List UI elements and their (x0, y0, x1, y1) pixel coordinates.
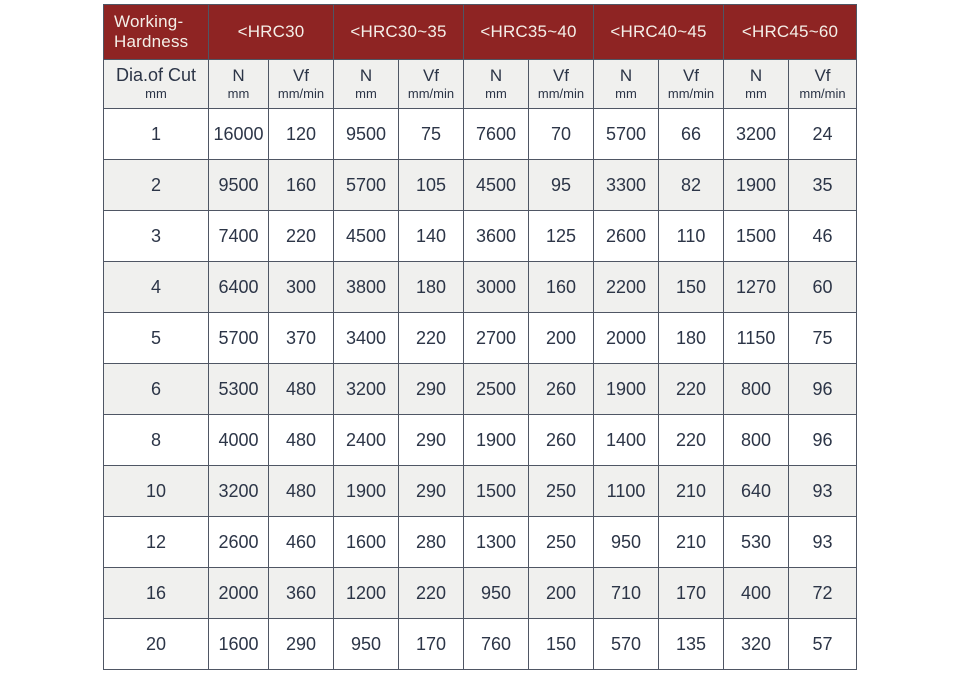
vf-label: Vf (552, 66, 570, 85)
value-cell: 2600 (594, 211, 659, 262)
n-header (594, 60, 659, 109)
dia-of-cut-header (104, 60, 209, 109)
value-cell: 135 (659, 619, 724, 670)
value-cell: 1150 (724, 313, 789, 364)
value-cell: 2400 (334, 415, 399, 466)
value-cell: 95 (529, 160, 594, 211)
value-cell: 110 (659, 211, 724, 262)
value-cell: 60 (789, 262, 857, 313)
unit-header-row (104, 60, 857, 109)
value-cell: 75 (789, 313, 857, 364)
value-cell: 24 (789, 109, 857, 160)
dia-cell: 2 (104, 160, 209, 211)
value-cell: 180 (659, 313, 724, 364)
value-cell: 200 (529, 568, 594, 619)
table-row (104, 160, 857, 211)
value-cell: 5700 (209, 313, 269, 364)
vf-label: Vf (292, 66, 310, 85)
value-cell: 93 (789, 466, 857, 517)
cutting-parameters-table (103, 4, 857, 670)
n-label: N (749, 66, 763, 85)
value-cell: 180 (399, 262, 464, 313)
value-cell: 125 (529, 211, 594, 262)
value-cell: 170 (659, 568, 724, 619)
value-cell: 2600 (209, 517, 269, 568)
dia-cell: 12 (104, 517, 209, 568)
vf-unit: mm/min (667, 85, 715, 101)
value-cell: 250 (529, 517, 594, 568)
dia-cell: 10 (104, 466, 209, 517)
value-cell: 150 (659, 262, 724, 313)
value-cell: 150 (529, 619, 594, 670)
vf-header (399, 60, 464, 109)
value-cell: 160 (529, 262, 594, 313)
n-header (724, 60, 789, 109)
n-header (209, 60, 269, 109)
value-cell: 2000 (594, 313, 659, 364)
value-cell: 460 (269, 517, 334, 568)
value-cell: 220 (399, 568, 464, 619)
value-cell: 7600 (464, 109, 529, 160)
value-cell: 760 (464, 619, 529, 670)
value-cell: 5300 (209, 364, 269, 415)
value-cell: 1500 (724, 211, 789, 262)
working-hardness-line2: Hardness (114, 32, 189, 51)
value-cell: 75 (399, 109, 464, 160)
value-cell: 3200 (724, 109, 789, 160)
value-cell: 220 (269, 211, 334, 262)
value-cell: 4500 (464, 160, 529, 211)
value-cell: 140 (399, 211, 464, 262)
value-cell: 280 (399, 517, 464, 568)
value-cell: 370 (269, 313, 334, 364)
value-cell: 1900 (594, 364, 659, 415)
value-cell: 3800 (334, 262, 399, 313)
value-cell: 3300 (594, 160, 659, 211)
value-cell: 710 (594, 568, 659, 619)
cutting-parameters-table-wrap (103, 4, 857, 670)
vf-unit: mm/min (537, 85, 585, 101)
dia-cell: 16 (104, 568, 209, 619)
value-cell: 3600 (464, 211, 529, 262)
table-row (104, 313, 857, 364)
value-cell: 1600 (334, 517, 399, 568)
value-cell: 9500 (334, 109, 399, 160)
value-cell: 3200 (209, 466, 269, 517)
n-label: N (489, 66, 503, 85)
value-cell: 360 (269, 568, 334, 619)
value-cell: 3200 (334, 364, 399, 415)
vf-header (529, 60, 594, 109)
value-cell: 72 (789, 568, 857, 619)
value-cell: 7400 (209, 211, 269, 262)
value-cell: 400 (724, 568, 789, 619)
value-cell: 1600 (209, 619, 269, 670)
value-cell: 210 (659, 466, 724, 517)
value-cell: 105 (399, 160, 464, 211)
vf-label: Vf (814, 66, 831, 85)
n-header (464, 60, 529, 109)
value-cell: 260 (529, 364, 594, 415)
value-cell: 57 (789, 619, 857, 670)
value-cell: 4000 (209, 415, 269, 466)
value-cell: 220 (399, 313, 464, 364)
value-cell: 320 (724, 619, 789, 670)
dia-cell: 5 (104, 313, 209, 364)
hardness-group-hrc30: <HRC30 (209, 5, 334, 60)
value-cell: 4500 (334, 211, 399, 262)
value-cell: 93 (789, 517, 857, 568)
value-cell: 1100 (594, 466, 659, 517)
value-cell: 800 (724, 364, 789, 415)
value-cell: 70 (529, 109, 594, 160)
n-label: N (619, 66, 633, 85)
value-cell: 210 (659, 517, 724, 568)
value-cell: 950 (334, 619, 399, 670)
value-cell: 640 (724, 466, 789, 517)
n-label: N (359, 66, 373, 85)
value-cell: 1900 (334, 466, 399, 517)
value-cell: 1400 (594, 415, 659, 466)
value-cell: 800 (724, 415, 789, 466)
value-cell: 160 (269, 160, 334, 211)
value-cell: 200 (529, 313, 594, 364)
dia-cell: 1 (104, 109, 209, 160)
n-unit: mm (615, 85, 637, 101)
dia-of-cut-label: Dia.of Cut (115, 65, 197, 86)
table-row (104, 619, 857, 670)
value-cell: 290 (399, 364, 464, 415)
value-cell: 290 (399, 415, 464, 466)
value-cell: 950 (594, 517, 659, 568)
vf-header (269, 60, 334, 109)
vf-header (789, 60, 857, 109)
value-cell: 96 (789, 364, 857, 415)
table-row (104, 517, 857, 568)
table-row (104, 109, 857, 160)
value-cell: 6400 (209, 262, 269, 313)
hardness-group-hrc40-45: <HRC40~45 (594, 5, 724, 60)
value-cell: 480 (269, 364, 334, 415)
value-cell: 1270 (724, 262, 789, 313)
value-cell: 3000 (464, 262, 529, 313)
dia-cell: 20 (104, 619, 209, 670)
vf-unit: mm/min (799, 85, 846, 101)
hardness-group-hrc45-60: <HRC45~60 (724, 5, 857, 60)
table-row (104, 415, 857, 466)
n-header (334, 60, 399, 109)
value-cell: 2200 (594, 262, 659, 313)
table-body (104, 109, 857, 670)
vf-unit: mm/min (407, 85, 455, 101)
value-cell: 2500 (464, 364, 529, 415)
value-cell: 2700 (464, 313, 529, 364)
value-cell: 250 (529, 466, 594, 517)
table-row (104, 211, 857, 262)
dia-cell: 8 (104, 415, 209, 466)
value-cell: 2000 (209, 568, 269, 619)
value-cell: 66 (659, 109, 724, 160)
hardness-header-row (104, 5, 857, 60)
value-cell: 300 (269, 262, 334, 313)
value-cell: 1900 (464, 415, 529, 466)
value-cell: 220 (659, 415, 724, 466)
value-cell: 530 (724, 517, 789, 568)
value-cell: 1900 (724, 160, 789, 211)
n-label: N (232, 66, 245, 85)
hardness-group-hrc35-40: <HRC35~40 (464, 5, 594, 60)
value-cell: 35 (789, 160, 857, 211)
value-cell: 480 (269, 466, 334, 517)
value-cell: 1200 (334, 568, 399, 619)
hardness-group-hrc30-35: <HRC30~35 (334, 5, 464, 60)
value-cell: 1300 (464, 517, 529, 568)
value-cell: 570 (594, 619, 659, 670)
n-unit: mm (227, 85, 250, 101)
n-unit: mm (355, 85, 377, 101)
working-hardness-line1: Working- (114, 11, 184, 31)
table-row (104, 262, 857, 313)
value-cell: 5700 (334, 160, 399, 211)
dia-cell: 4 (104, 262, 209, 313)
vf-header (659, 60, 724, 109)
value-cell: 480 (269, 415, 334, 466)
value-cell: 82 (659, 160, 724, 211)
value-cell: 9500 (209, 160, 269, 211)
table-row (104, 364, 857, 415)
value-cell: 220 (659, 364, 724, 415)
value-cell: 290 (269, 619, 334, 670)
value-cell: 46 (789, 211, 857, 262)
value-cell: 1500 (464, 466, 529, 517)
value-cell: 290 (399, 466, 464, 517)
table-row (104, 466, 857, 517)
vf-label: Vf (422, 66, 440, 85)
value-cell: 3400 (334, 313, 399, 364)
dia-cell: 6 (104, 364, 209, 415)
value-cell: 16000 (209, 109, 269, 160)
value-cell: 950 (464, 568, 529, 619)
working-hardness-header (104, 5, 209, 60)
value-cell: 120 (269, 109, 334, 160)
table-row (104, 568, 857, 619)
value-cell: 5700 (594, 109, 659, 160)
dia-of-cut-unit: mm (145, 86, 167, 102)
n-unit: mm (485, 85, 507, 101)
dia-cell: 3 (104, 211, 209, 262)
n-unit: mm (745, 85, 767, 101)
value-cell: 170 (399, 619, 464, 670)
value-cell: 260 (529, 415, 594, 466)
vf-unit: mm/min (277, 85, 325, 101)
vf-label: Vf (682, 66, 700, 85)
value-cell: 96 (789, 415, 857, 466)
